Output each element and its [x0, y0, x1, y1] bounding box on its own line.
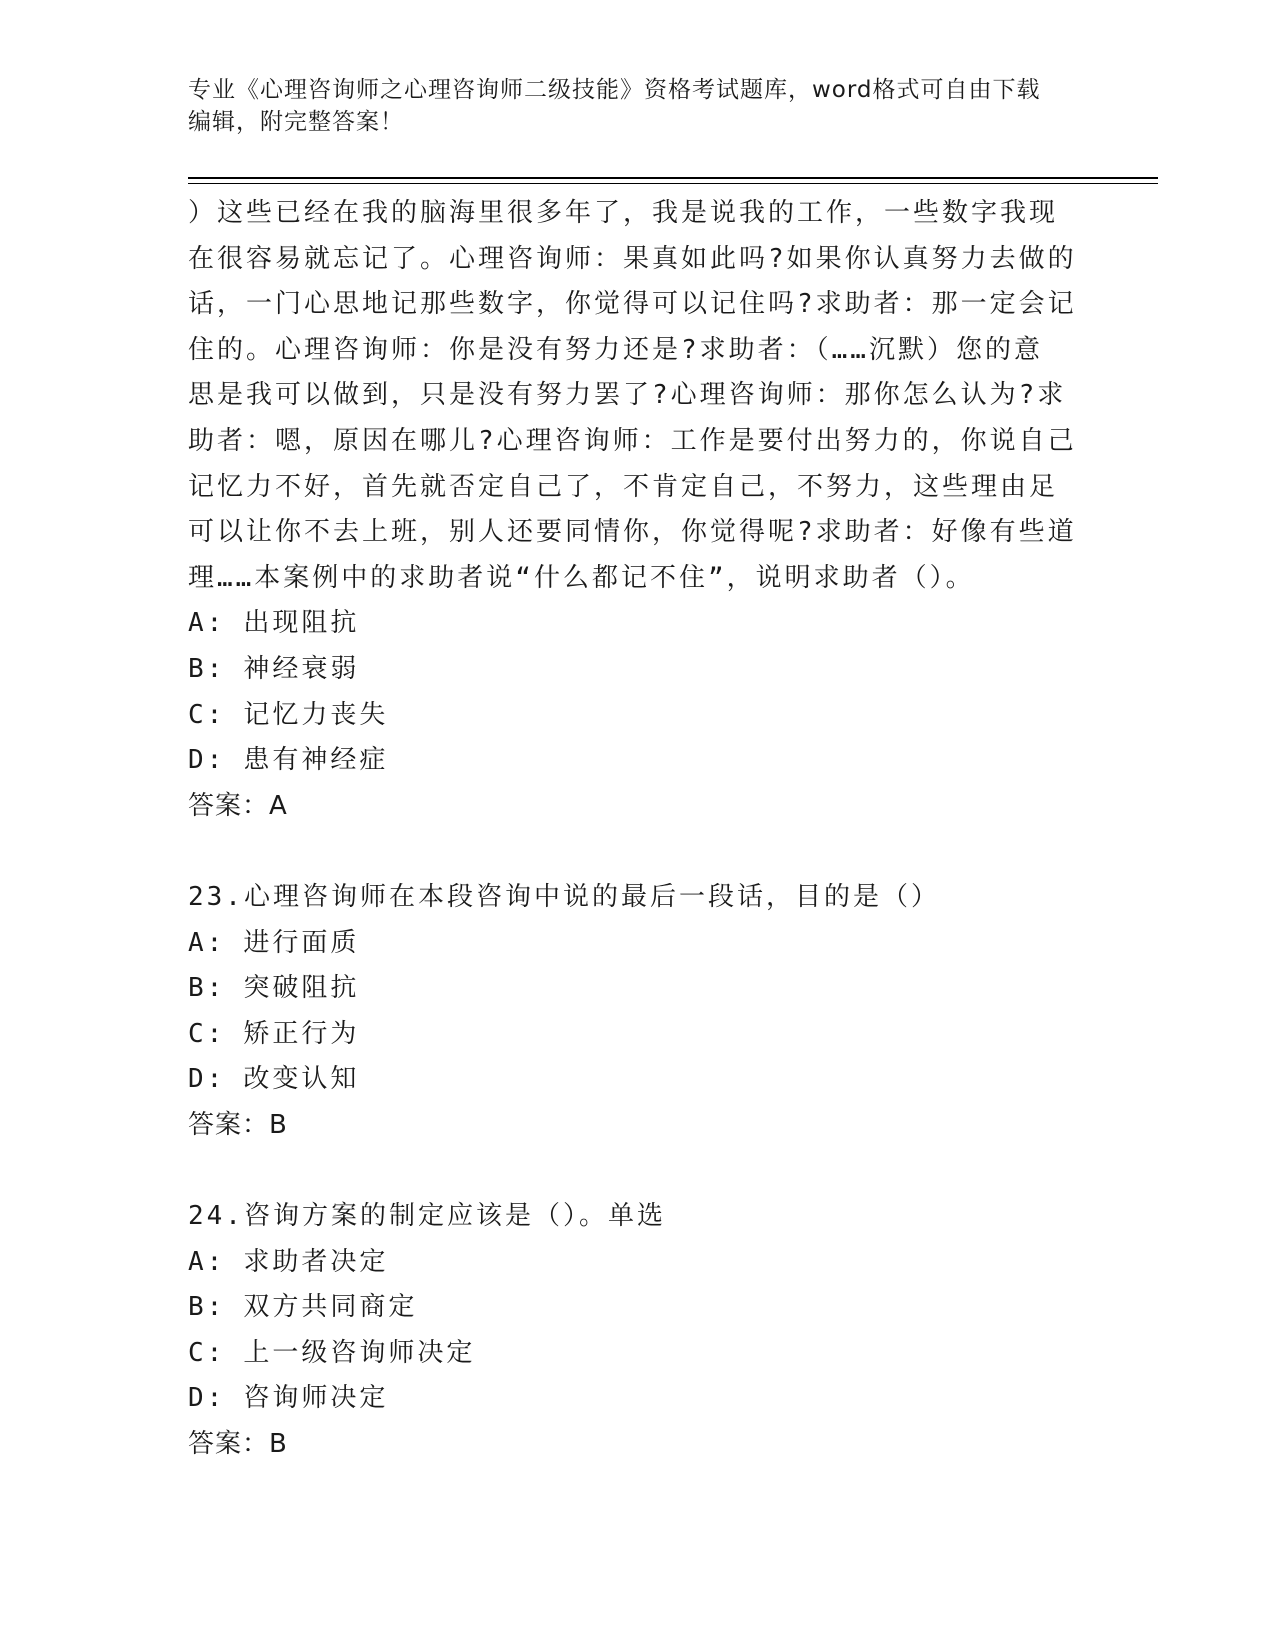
option-text: 改变认知	[243, 1064, 360, 1095]
passage-line: 在很容易就忘记了。心理咨询师：果真如此吗?如果你认真努力去做的	[188, 243, 1077, 274]
passage-line: 理……本案例中的求助者说“什么都记不住”，说明求助者（）。	[188, 562, 975, 593]
option-letter: A:	[188, 1246, 226, 1277]
option-a	[188, 921, 1088, 967]
option-letter: B:	[188, 973, 226, 1004]
answer-line: 答案：B	[188, 1429, 288, 1460]
passage-line: ）这些已经在我的脑海里很多年了，我是说我的工作，一些数字我现	[188, 198, 1059, 228]
option-text: 患有神经症	[243, 745, 389, 776]
option-letter: A:	[188, 927, 226, 958]
spacer	[188, 1148, 1088, 1194]
option-letter: C:	[188, 699, 226, 730]
option-letter: D:	[188, 1383, 226, 1414]
passage-line: 住的。心理咨询师：你是没有努力还是?求助者：（……沉默）您的意	[188, 334, 1043, 365]
option-letter: B:	[188, 1292, 226, 1323]
passage-line: 可以让你不去上班，别人还要同情你，你觉得呢?求助者：好像有些道	[188, 517, 1077, 548]
option-c	[188, 1012, 1088, 1058]
option-text: 记忆力丧失	[243, 699, 389, 730]
header-divider-thick	[188, 177, 1158, 179]
option-text: 进行面质	[243, 927, 360, 958]
option-c	[188, 1331, 1088, 1377]
document-body	[188, 191, 1088, 1468]
option-letter: B:	[188, 653, 226, 684]
question-24	[188, 1194, 1088, 1468]
question-22	[188, 191, 1088, 829]
option-d	[188, 738, 1088, 784]
option-letter: C:	[188, 1337, 226, 1368]
question-23	[188, 875, 1088, 1149]
option-text: 矫正行为	[243, 1018, 360, 1049]
option-d	[188, 1376, 1088, 1422]
passage-line: 思是我可以做到，只是没有努力罢了?心理咨询师：那你怎么认为?求	[188, 380, 1067, 411]
answer-line: 答案：B	[188, 1109, 288, 1140]
option-text: 求助者决定	[243, 1246, 389, 1277]
question-passage	[188, 191, 1088, 601]
option-letter: D:	[188, 1064, 226, 1095]
question-title: 24.咨询方案的制定应该是（）。单选	[188, 1201, 666, 1232]
document-header	[188, 74, 1088, 138]
question-title: 23.心理咨询师在本段咨询中说的最后一段话，目的是（）	[188, 881, 940, 912]
option-letter: A:	[188, 608, 226, 639]
header-line-1: 专业《心理咨询师之心理咨询师二级技能》资格考试题库，word格式可自由下载	[188, 77, 1041, 103]
option-a	[188, 601, 1088, 647]
option-b	[188, 966, 1088, 1012]
option-text: 神经衰弱	[243, 653, 360, 684]
option-text: 上一级咨询师决定	[243, 1337, 476, 1368]
header-line-2: 编辑，附完整答案！	[188, 109, 404, 135]
option-b	[188, 1285, 1088, 1331]
answer-line: 答案：A	[188, 790, 288, 821]
spacer	[188, 829, 1088, 875]
passage-line: 助者：嗯，原因在哪儿?心理咨询师：工作是要付出努力的，你说自己	[188, 425, 1077, 456]
passage-line: 记忆力不好，首先就否定自己了，不肯定自己，不努力，这些理由足	[188, 471, 1059, 502]
option-c	[188, 693, 1088, 739]
option-text: 出现阻抗	[243, 608, 360, 639]
passage-line: 话，一门心思地记那些数字，你觉得可以记住吗?求助者：那一定会记	[188, 289, 1077, 320]
option-letter: D:	[188, 745, 226, 776]
option-a	[188, 1240, 1088, 1286]
option-text: 突破阻抗	[243, 973, 360, 1004]
header-divider-thin	[188, 183, 1158, 184]
option-text: 双方共同商定	[243, 1292, 418, 1323]
option-text: 咨询师决定	[243, 1383, 389, 1414]
option-b	[188, 647, 1088, 693]
option-d	[188, 1057, 1088, 1103]
option-letter: C:	[188, 1018, 226, 1049]
